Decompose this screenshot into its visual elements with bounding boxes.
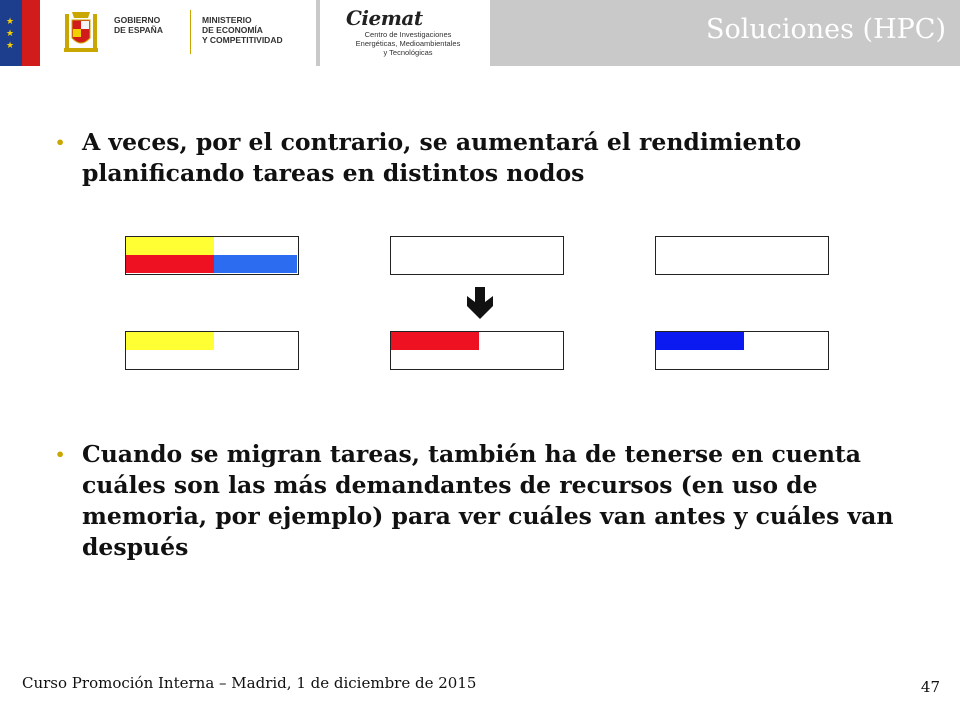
ciemat-logo-block [320,0,490,66]
bullet-text: A veces, por el contrario, se aumentará el rendimiento planificando tareas en distintos nodos [82,128,802,187]
bullet-item [55,439,935,563]
coat-of-arms-icon [64,8,98,54]
bullet-marker: • [55,133,66,152]
task-red [126,255,214,273]
bullet-text: Cuando se migran tareas, también ha de tenerse en cuenta cuáles son las más demandantes de recursos (en uso de memoria, por ejemplo) para ver cuáles van antes y cuáles van después [82,440,894,561]
star-icon: ★ [6,29,15,39]
government-logo-block [40,0,316,66]
star-icon: ★ [6,41,15,51]
star-icon: ★ [6,17,15,27]
node-box-top-left [125,236,299,275]
node-box-bottom-left [125,331,299,370]
slide-title: Soluciones (HPC) [705,14,946,45]
task-light-blue [214,255,297,273]
task-yellow [126,332,214,350]
ciemat-logo: Ciemat [346,6,423,30]
down-arrow-icon [464,285,496,321]
node-box-bottom-middle [390,331,564,370]
node-box-top-right [655,236,829,275]
ministry-text: MINISTERIO DE ECONOMÍA Y COMPETITIVIDAD [202,15,283,45]
node-box-top-middle [390,236,564,275]
page-number: 47 [920,678,940,696]
divider [190,10,191,54]
task-blue [656,332,744,350]
task-yellow [126,237,214,255]
header-bar [0,0,960,66]
footer-text: Curso Promoción Interna – Madrid, 1 de diciembre de 2015 [22,674,477,692]
ciemat-subtitle: Centro de Investigaciones Energéticas, Medioambientales y Tecnológicas [355,30,461,57]
node-box-bottom-right [655,331,829,370]
bullet-marker: • [55,445,66,464]
task-red [391,332,479,350]
eu-flag-strip [0,0,40,66]
bullet-item [55,127,935,189]
government-text: GOBIERNO DE ESPAÑA [114,15,163,35]
